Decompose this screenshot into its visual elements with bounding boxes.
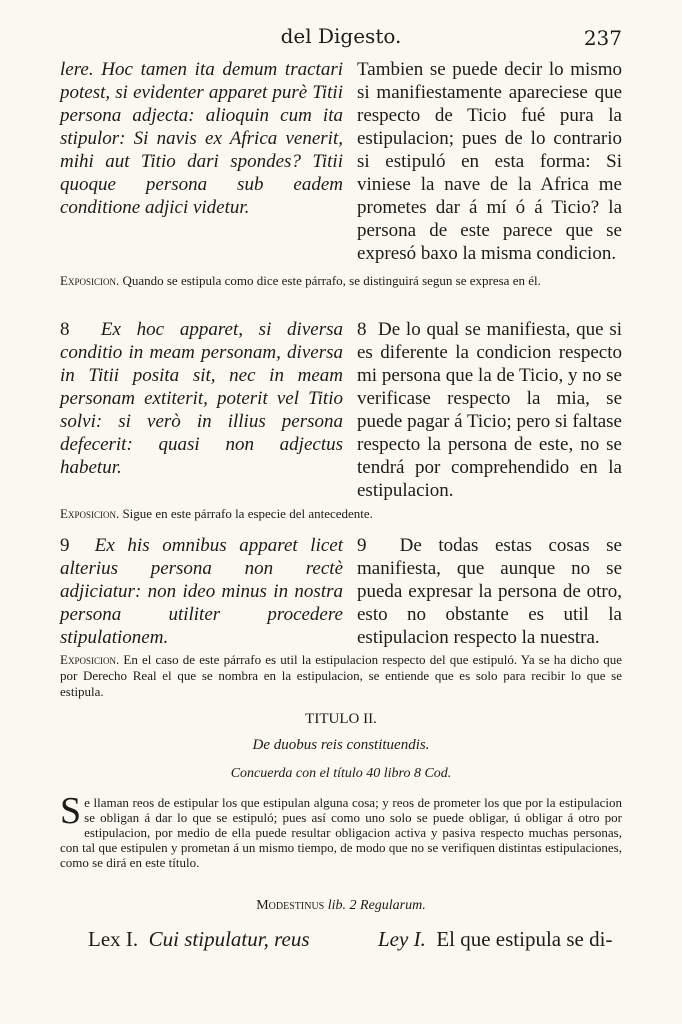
source-author: Modestinus xyxy=(256,898,325,913)
exposicion-text: En el caso de este párrafo es util la estipulacion respecto del que estipuló. Ya se ha dicho que por Derecho Real el que se nombra en la estipulacion, se entiende que es solo para recibir lo que se estipula. xyxy=(60,652,623,699)
exposicion-label: Exposicion. xyxy=(60,273,120,288)
spanish-text xyxy=(357,318,622,502)
latin-body: Ex hoc apparet, si diversa conditio in meam personam, diversa in Titii posita sit, nec in meam personam extiterit, poterit vel Titio solvi: si verò in illius persona defecerit: quasi non adjectus habetur. xyxy=(60,319,343,478)
spanish-text xyxy=(357,534,622,649)
paragraph-block-8 xyxy=(60,318,622,502)
page-header xyxy=(60,24,622,52)
exposicion-text: Sigue en este párrafo la especie del antecedente. xyxy=(122,506,373,521)
paragraph-number: 9 xyxy=(357,535,367,556)
introduction-text: e llaman reos de estipular los que estipulan alguna cosa; y reos de prometer los que por la estipulacion se obligan á dar lo que se estipuló; pues así como uno solo se puede obligar, ú obligar á otro por estipulacion, por medio de ella puede resultar obligacion activa y pasiva respecto muchas personas, con tal que estipulen y prometan á un mismo tiempo, de modo que no se verifiquen distintas estipulaciones, como se dirá en este título. xyxy=(60,795,622,870)
paragraph-block-9 xyxy=(60,534,622,649)
drop-cap: S xyxy=(60,790,82,832)
latin-text: lere. Hoc tamen ita demum tractari potest, si evidenter apparet purè Titii persona adjecta: alioquin cum ita stipulor: Si navis ex Africa venerit, mihi aut Titio dari spondes? Titii quoque persona sub eadem conditione adjici videtur. xyxy=(60,59,343,218)
exposicion-note xyxy=(60,273,622,289)
spanish-text: Tambien se puede decir lo mismo si manifiestamente apareciese que respecto de Ticio fué pura la estipulacion; pues de lo contrario si estipuló en esta forma: Si viniese la nave de la Africa me prometes dar á mí ó á Ticio? la persona de este parece que se expresó baxo la misma condicion. xyxy=(357,59,622,264)
paragraph-number: 8 xyxy=(357,319,367,340)
title-heading: TITULO II. xyxy=(305,711,377,727)
latin-text xyxy=(60,534,343,649)
source-work: lib. 2 Regularum. xyxy=(327,898,426,913)
law-latin-label: Lex I. xyxy=(88,927,139,951)
source-citation xyxy=(60,898,622,914)
spanish-body: De lo qual se manifiesta, que si es diferente la condicion respecto mi persona que la de Ticio, y no se verificase respecto la mia, se puede pagar á Ticio; pero si faltase respecto la persona de este, no se tendrá por comprehendido en la estipulacion. xyxy=(357,319,623,501)
running-title: del Digesto. xyxy=(280,24,402,48)
exposicion-text: Quando se estipula como dice este párrafo, se distinguirá segun se expresa en él. xyxy=(122,273,541,288)
paragraph-number: 8 xyxy=(60,319,70,340)
exposicion-note xyxy=(60,652,622,700)
paragraph-block-continuation xyxy=(60,58,622,265)
law-latin-text: Cui stipulatur, reus xyxy=(148,927,310,951)
title-subtitle: De duobus reis constituendis. xyxy=(252,737,430,753)
spanish-body: De todas estas cosas se manifiesta, que aunque no se pueda expresar la persona de otro, esto no obstante es util la estipulacion respecto la nuestra. xyxy=(357,535,622,648)
paragraph-number: 9 xyxy=(60,535,70,556)
law-spanish-text: El que estipula se di- xyxy=(436,927,613,951)
law-latin xyxy=(88,927,310,952)
concordance-note: Concuerda con el título 40 libro 8 Cod. xyxy=(230,766,452,781)
latin-text xyxy=(60,318,343,502)
latin-body: Ex his omnibus apparet licet alterius persona non rectè adjiciatur: non ideo minus in nostra persona utiliter procedere stipulationem. xyxy=(60,535,343,648)
exposicion-label: Exposicion. xyxy=(60,506,120,521)
exposicion-label: Exposicion. xyxy=(60,652,120,667)
law-spanish-label: Ley I. xyxy=(378,927,426,951)
title-introduction xyxy=(60,790,622,870)
exposicion-note xyxy=(60,506,622,522)
page-number: 237 xyxy=(583,26,622,50)
law-spanish xyxy=(378,927,612,952)
